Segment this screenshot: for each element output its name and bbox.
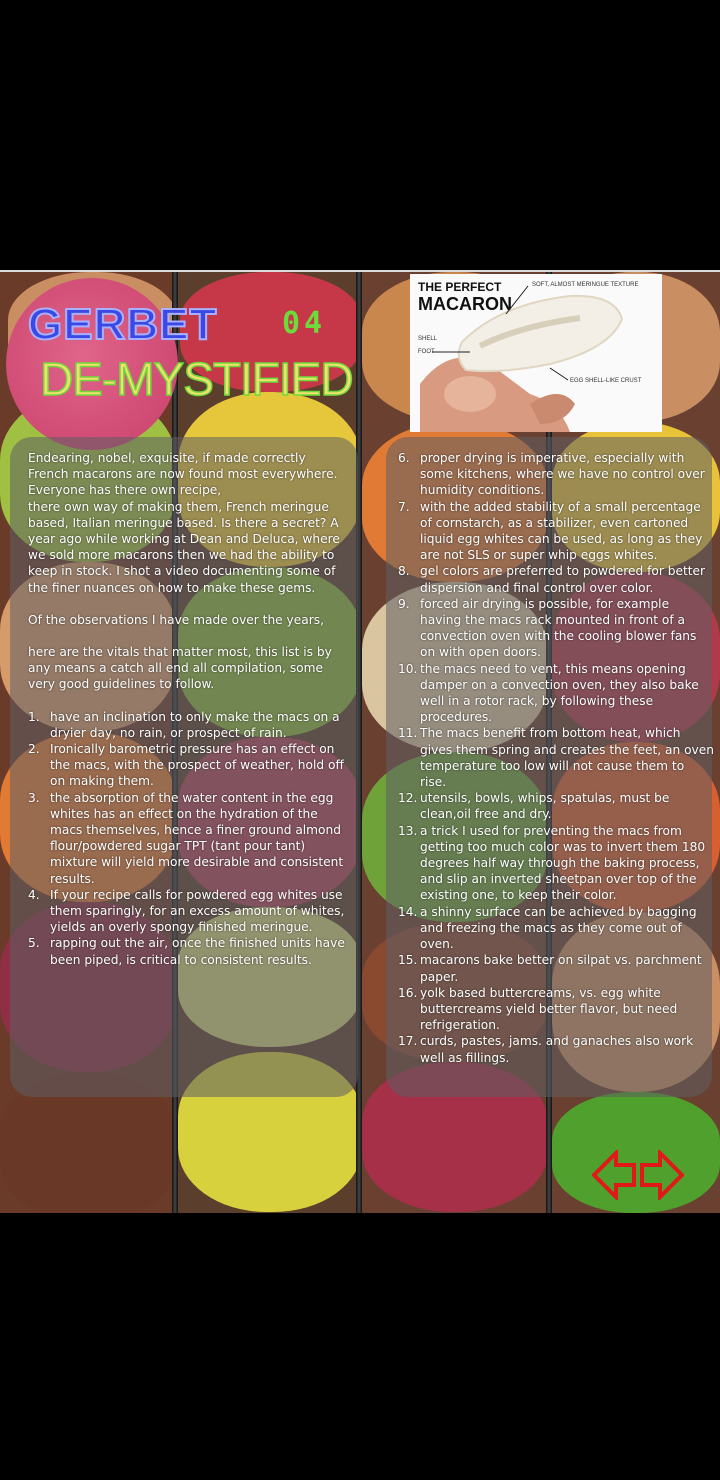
list-item: 15. macarons bake better on silpat vs. parchment paper.: [398, 953, 702, 984]
intro-paragraph: Of the observations I have made over the years,: [28, 612, 324, 627]
intro-paragraph: there own way of making them, French meringue based, Italian meringue based. Is there a secret? A year ago while working at Dean and Deluca, where we sold more macarons then we had the ability to keep in stock. I shot a video documenting some of the finer nuances on how to make these gems.: [28, 499, 340, 595]
intro-paragraph: Endearing, nobel, exquisite, if made correctly French macarons are now found most everywhere. Everyone has there own recipe,: [28, 451, 338, 498]
list-item: 12. utensils, bowls, whips, spatulas, must be clean,oil free and dry.: [398, 791, 670, 822]
list-item: 17. curds, pastes, jams. and ganaches also work well as fillings.: [398, 1034, 694, 1065]
inset-label-texture: SOFT, ALMOST MERINGUE TEXTURE: [532, 282, 639, 288]
list-item: 8. gel colors are preferred to powdered for better dispersion and final control over color.: [398, 564, 706, 595]
arrow-right-icon[interactable]: [640, 1150, 684, 1200]
perfect-macaron-inset: [410, 274, 662, 432]
arrow-left-icon[interactable]: [592, 1150, 636, 1200]
list-item: 13. a trick I used for preventing the macs from getting too much color was to invert them 180 degrees half way through the baking process, and slip an inverted sheetpan over top of the existing one, to keep their color.: [398, 823, 706, 903]
inset-title-line2: MACARON: [418, 294, 512, 314]
tips-list-left: [28, 709, 346, 968]
issue-number: 04: [282, 306, 327, 341]
right-column-text: [398, 450, 714, 1066]
list-item: 4. If your recipe calls for powdered egg whites use them sparingly, for an excess amount of whites, yields an overly spongy finished meringue.: [28, 887, 345, 935]
macaron-image: [552, 1092, 720, 1213]
list-item: 9. forced air drying is possible, for example having the macs rack mounted in front of a convection oven with the cooling blower fans on with open doors.: [398, 596, 697, 660]
list-item: 2. Ironically barometric pressure has an effect on the macs, with the prospect of weather, hold off on making them.: [28, 742, 344, 789]
list-item: 11. The macs benefit from bottom heat, which gives them spring and creates the feet, an oven temperature too low will not cause them to rise.: [398, 726, 714, 790]
list-item: 7. with the added stability of a small percentage of cornstarch, as a stabilizer, even cartoned liquid egg whites can be used, as long as they are not SLS or super whip eggs whites.: [398, 499, 703, 563]
title-gerbet: GERBET: [28, 300, 218, 349]
title-demystified: DE-MYSTIFIED: [40, 353, 353, 405]
list-item: 10. the macs need to vent, this means opening damper on a convection oven, they also bake well in a rotor rack, by following these procedures.: [398, 661, 699, 725]
list-item: 1. have an inclination to only make the macs on a dryier day, no rain, or prospect of rain.: [28, 709, 340, 740]
tips-list-right: [398, 450, 714, 1066]
intro-paragraph: here are the vitals that matter most, this list is by any means a catch all end all compilation, some very good guidelines to follow.: [28, 645, 332, 692]
list-item: 5. rapping out the air, once the finished units have been piped, is critical to consistent results.: [28, 936, 345, 967]
macaron-photo: [410, 274, 662, 432]
inset-label-shell: SHELL: [418, 336, 438, 342]
inset-label-crust: EGG SHELL-LIKE CRUST: [570, 378, 642, 384]
magazine-page: [0, 270, 720, 1213]
list-item: 3. the absorption of the water content in the egg whites has an effect on the hydration of the macs themselves, hence a finer ground almond flour/powdered sugar TPT (tant pour tant) mixture will yield more desirable and consistent results.: [28, 790, 344, 886]
left-column-text: [28, 450, 346, 968]
list-item: 16. yolk based buttercreams, vs. egg white buttercreams yield better flavor, but need refrigeration.: [398, 985, 678, 1033]
list-item: 6. proper drying is imperative, especially with some kitchens, where we have no control over humidity conditions.: [398, 451, 705, 498]
inset-label-foot: FOOT: [418, 349, 435, 355]
list-item: 14. a shinny surface can be achieved by bagging and freezing the macs as they come out of oven.: [398, 904, 697, 952]
inset-title-line1: THE PERFECT: [418, 280, 502, 294]
